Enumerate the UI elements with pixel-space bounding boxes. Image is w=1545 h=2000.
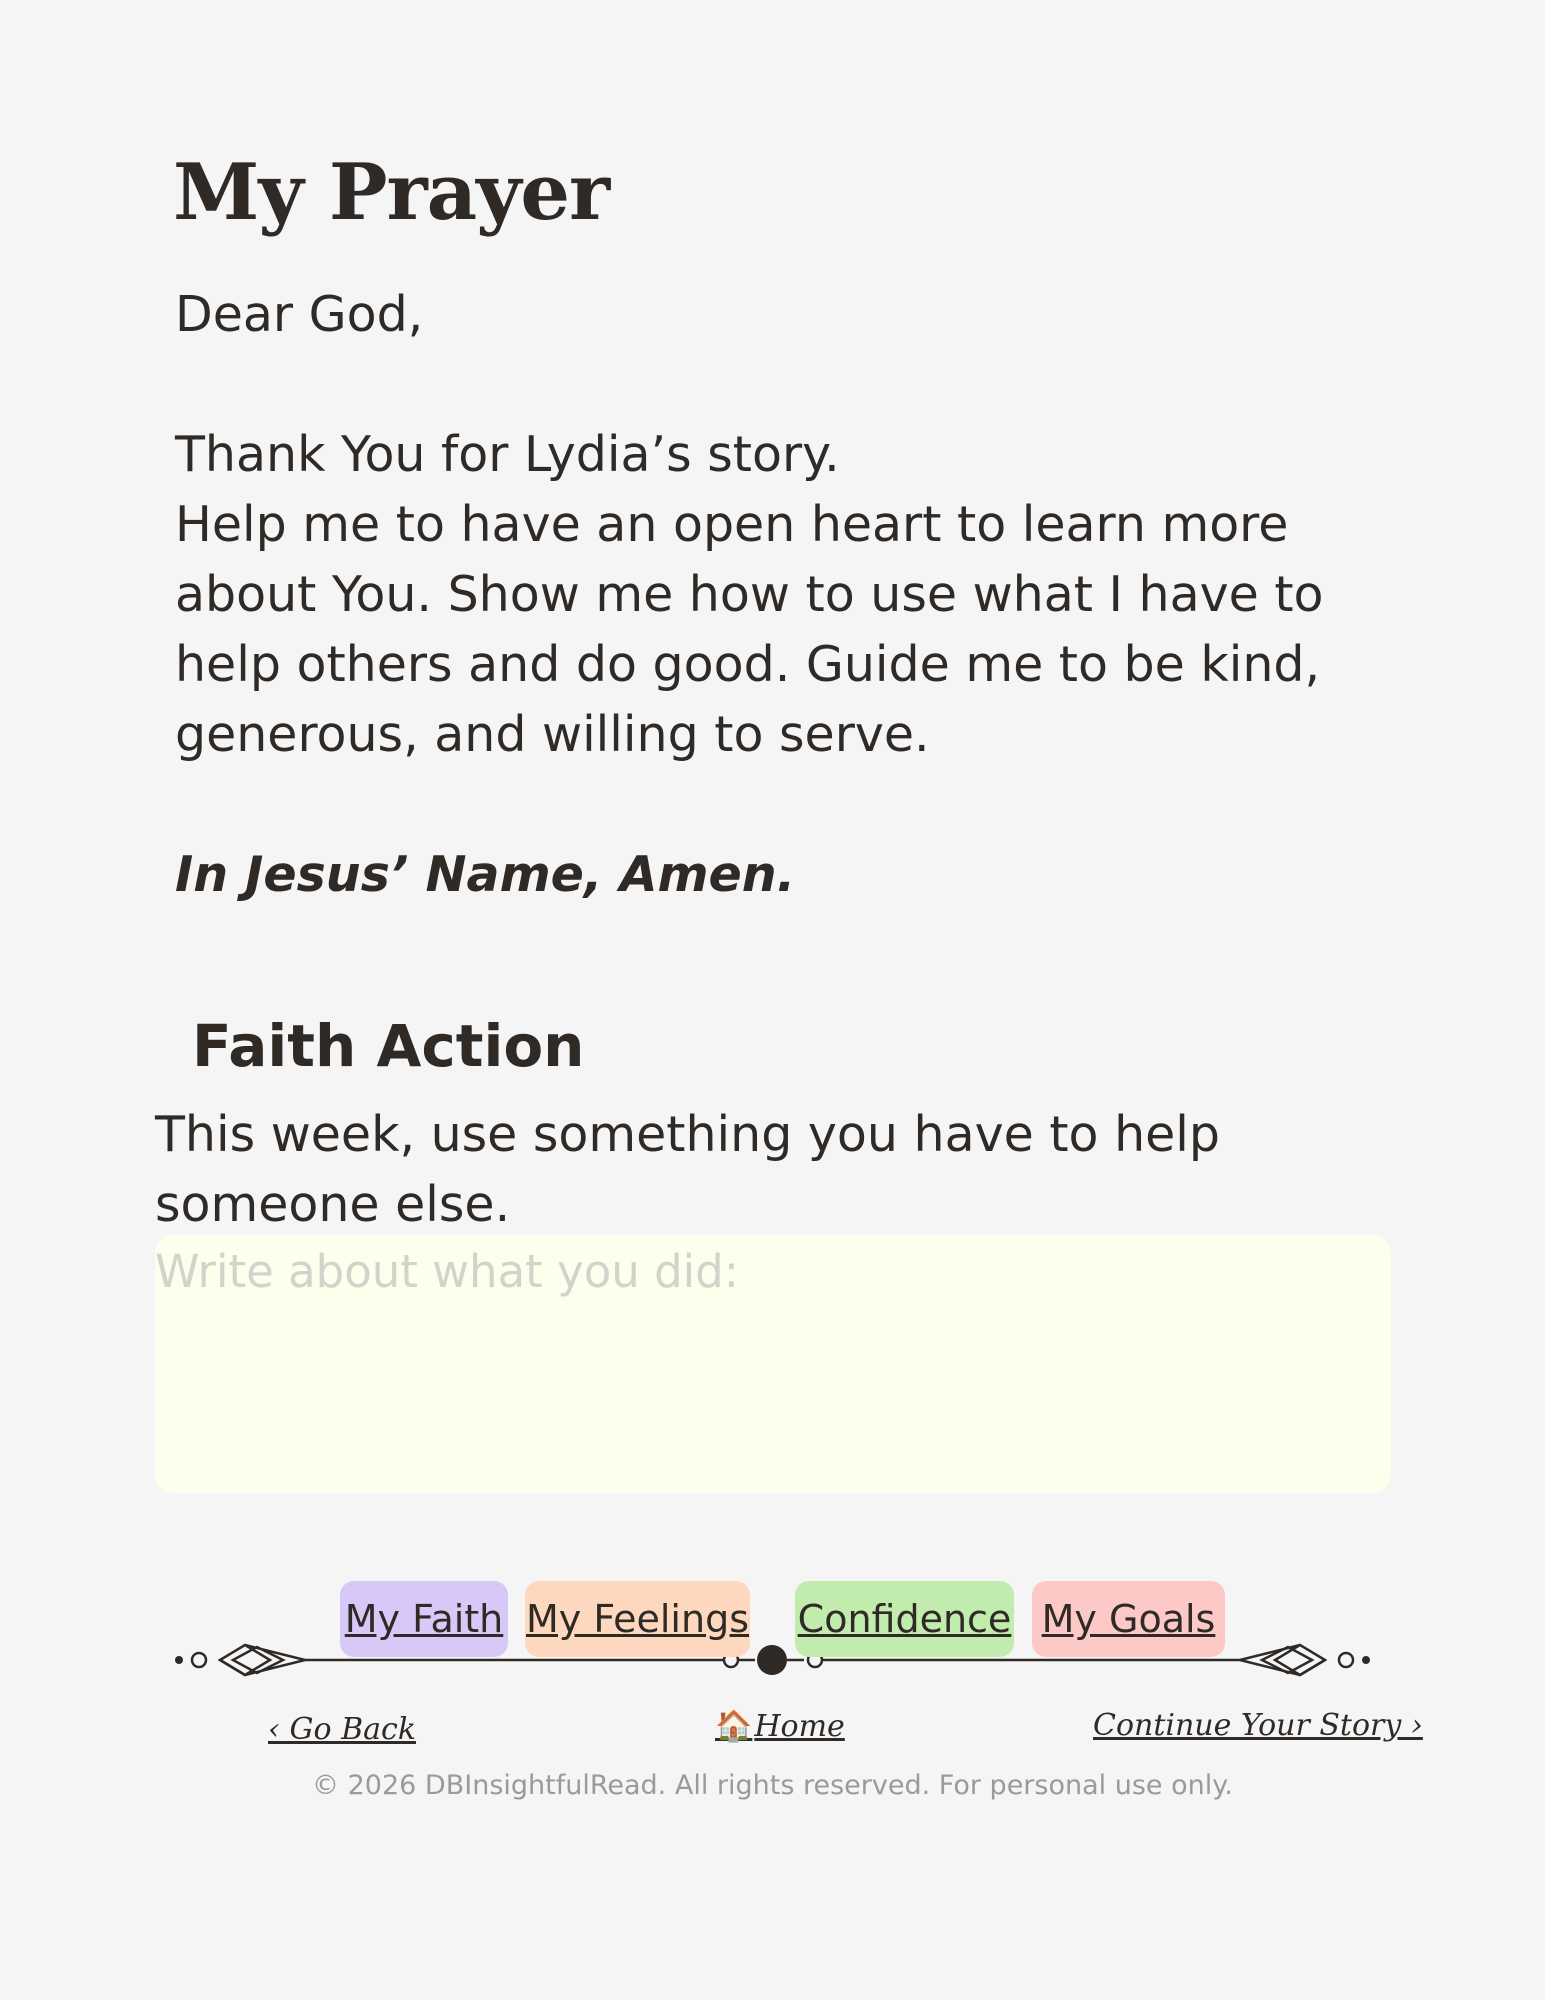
spacer (175, 770, 1335, 840)
prayer-greeting: Dear God, (175, 286, 424, 343)
house-icon: 🏠 (715, 1709, 753, 1744)
tag-my-feelings[interactable]: My Feelings (525, 1581, 750, 1657)
home-label: Home (754, 1709, 845, 1744)
spacer (175, 350, 1335, 420)
tag-confidence[interactable]: Confidence (795, 1581, 1014, 1657)
copyright-notice: © 2026 DBInsightfulRead. All rights reserved. For personal use only. (312, 1770, 1233, 1801)
prayer-line: Thank You for Lydia’s story. (175, 426, 840, 483)
tag-my-faith[interactable]: My Faith (340, 1581, 508, 1657)
go-back-link[interactable]: ‹ Go Back (268, 1712, 417, 1747)
continue-story-link[interactable]: Continue Your Story › (1093, 1708, 1423, 1743)
home-link[interactable] (715, 1709, 845, 1744)
prayer-text (175, 280, 1335, 910)
faith-action-note-box (155, 1235, 1391, 1493)
center-dot-icon (757, 1645, 787, 1675)
faith-action-input[interactable] (155, 1245, 1391, 1493)
tag-my-goals[interactable]: My Goals (1032, 1581, 1225, 1657)
page-title: My Prayer (173, 147, 610, 238)
prayer-body: Help me to have an open heart to learn more about You. Show me how to use what I have to help others and do good. Guide me to be kind, generous, and willing to serve. (175, 496, 1324, 763)
faith-action-heading: Faith Action (192, 1012, 585, 1080)
prayer-closing: In Jesus’ Name, Amen. (175, 846, 796, 903)
faith-action-prompt: This week, use something you have to help someone else. (155, 1106, 1221, 1233)
